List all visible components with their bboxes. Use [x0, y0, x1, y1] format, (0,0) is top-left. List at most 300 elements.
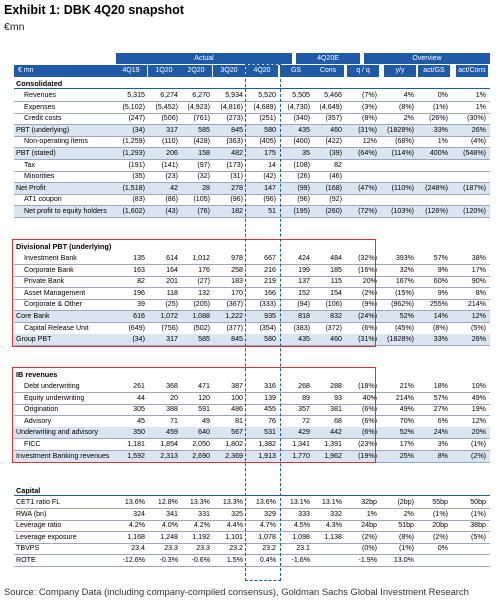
row-value-col-8: 70% — [399, 416, 414, 425]
header-col-9: act/GS — [418, 65, 450, 77]
row-value-col-10: 90% — [471, 277, 486, 286]
row-value-col-2: 331 — [198, 509, 210, 518]
header-col-8: y/y — [384, 65, 416, 77]
row-value-col-2: 13.3% — [189, 498, 210, 506]
table-row — [14, 160, 490, 172]
row-value-col-6: 154 — [330, 288, 342, 297]
row-value-col-4: (251) — [259, 114, 276, 123]
row-value-col-1: 12.8% — [157, 498, 178, 506]
row-value-col-4: (405) — [259, 137, 276, 146]
row-value-col-7: (8%) — [362, 114, 377, 123]
row-value-col-9: (248%) — [425, 183, 448, 192]
row-value-col-0: (1,602) — [122, 207, 145, 215]
row-value-col-4: 935 — [264, 312, 276, 320]
row-value-col-10: (30%) — [467, 114, 486, 123]
row-value-col-9: 24% — [433, 428, 448, 437]
row-value-col-4: 667 — [264, 254, 276, 262]
row-value-col-7: (72%) — [358, 207, 377, 215]
row-value-col-2: 1,088 — [192, 312, 210, 320]
row-value-col-10: 10% — [471, 382, 486, 390]
row-value-col-10: 17% — [471, 265, 486, 274]
row-value-col-10: 38% — [471, 254, 486, 262]
row-value-col-4: 1,078 — [258, 532, 276, 541]
row-value-col-0: 44 — [137, 393, 145, 402]
row-value-col-8: (2bp) — [397, 498, 414, 506]
row-value-col-7: (3%) — [362, 102, 377, 111]
row-value-col-0: (5,102) — [122, 102, 145, 111]
row-value-col-0: 350 — [133, 428, 145, 437]
row-value-col-2: (4,923) — [187, 102, 210, 111]
row-value-col-6: (92) — [329, 195, 342, 204]
row-label: AT1 coupon — [24, 195, 62, 204]
row-value-col-8: (1828%) — [387, 335, 414, 344]
row-value-col-5: 1,770 — [292, 451, 310, 460]
row-value-col-5: 89 — [302, 393, 310, 402]
row-value-col-4: 316 — [264, 382, 276, 390]
row-value-col-0: 82 — [137, 277, 145, 286]
row-value-col-0: 1,168 — [127, 532, 145, 541]
row-value-col-6: (372) — [325, 323, 342, 332]
row-value-col-2: 4.2% — [193, 521, 210, 530]
header-col-5: GS — [280, 65, 312, 77]
row-value-col-10: 26% — [471, 125, 486, 134]
row-value-col-9: (1%) — [433, 509, 448, 518]
row-value-col-6: 115 — [330, 277, 342, 286]
row-value-col-0: 135 — [133, 254, 145, 262]
row-value-col-9: 255% — [429, 300, 448, 309]
row-label: Investment Bank — [24, 254, 77, 262]
row-value-col-4: 14 — [268, 160, 276, 169]
row-value-col-7: (6%) — [362, 428, 377, 437]
row-value-col-2: 28 — [202, 183, 210, 192]
source-note: Source: Company Data (including company-compiled consensus), Goldman Sachs Global Investment Research — [4, 586, 469, 597]
row-value-col-5: (340) — [293, 114, 310, 123]
row-value-col-10: 50bp — [470, 498, 486, 506]
row-value-col-9: 8% — [437, 451, 448, 460]
row-value-col-7: (2%) — [362, 532, 377, 541]
row-value-col-6: 93 — [334, 393, 342, 402]
row-value-col-8: 25% — [399, 451, 414, 460]
row-label: Minorities — [24, 172, 55, 181]
row-value-col-4: 166 — [264, 288, 276, 297]
row-value-col-6: (422) — [325, 137, 342, 146]
row-label: ROTE — [16, 556, 36, 564]
row-value-col-6: 1,962 — [324, 451, 342, 460]
row-value-col-4: 51 — [268, 207, 276, 215]
row-value-col-1: 23.3 — [164, 544, 178, 553]
table-row — [14, 334, 490, 346]
row-value-col-3: 325 — [231, 509, 243, 518]
row-value-col-9: (126%) — [425, 207, 448, 215]
row-value-col-3: 23.2 — [229, 544, 243, 553]
exhibit-unit: €mn — [4, 21, 25, 33]
row-value-col-5: 1,098 — [292, 532, 310, 541]
row-value-col-10: (1%) — [471, 509, 486, 518]
row-value-col-8: (15%) — [395, 288, 414, 297]
row-label: PBT (stated) — [16, 149, 56, 157]
exhibit-title: Exhibit 1: DBK 4Q20 snapshot — [4, 3, 184, 17]
row-value-col-5: 435 — [298, 125, 310, 134]
row-value-col-0: 4.2% — [128, 521, 145, 530]
row-value-col-5: 152 — [298, 288, 310, 297]
row-value-col-9: (1%) — [433, 102, 448, 111]
row-value-col-10: 1% — [475, 102, 486, 111]
row-label: Expenses — [24, 102, 56, 111]
row-value-col-1: 1,072 — [160, 312, 178, 320]
row-value-col-6: (39) — [329, 149, 342, 157]
row-value-col-2: 1,192 — [192, 532, 210, 541]
row-value-col-3: 183 — [231, 277, 243, 286]
row-value-col-1: 614 — [166, 254, 178, 262]
row-value-col-10: 214% — [467, 300, 486, 309]
row-value-col-2: 23.3 — [196, 544, 210, 553]
row-value-col-10: (5%) — [471, 323, 486, 332]
row-label: Origination — [24, 405, 59, 414]
row-value-col-3: 13.3% — [222, 498, 243, 506]
row-value-col-8: 393% — [395, 254, 414, 262]
row-value-col-9: 14% — [433, 312, 448, 320]
row-value-col-10: (1%) — [471, 440, 486, 448]
row-value-col-2: 585 — [198, 125, 210, 134]
row-value-col-1: (110) — [161, 137, 178, 146]
row-value-col-1: 201 — [166, 277, 178, 286]
row-value-col-4: (96) — [263, 195, 276, 204]
row-value-col-5: 35 — [302, 149, 310, 157]
row-value-col-6: 460 — [330, 335, 342, 344]
row-value-col-7: (7%) — [362, 91, 377, 99]
row-value-col-10: (120%) — [463, 207, 486, 215]
row-value-col-9: (26%) — [429, 114, 448, 123]
header-col-3: 3Q20 — [213, 65, 245, 77]
row-value-col-4: 23.2 — [262, 544, 276, 553]
row-label: Advisory — [24, 416, 52, 425]
row-value-col-1: 20 — [170, 393, 178, 402]
table-row — [14, 404, 490, 416]
header-col-2: 2Q20 — [180, 65, 212, 77]
row-value-col-3: 1.5% — [226, 556, 243, 564]
row-value-col-9: 9% — [437, 265, 448, 274]
row-value-col-3: (4,816) — [220, 102, 243, 111]
table-row — [14, 439, 490, 451]
row-value-col-2: 585 — [198, 335, 210, 344]
header-col-6: Cons — [312, 65, 344, 77]
row-label: Core Bank — [16, 312, 50, 320]
table-row — [14, 427, 490, 439]
row-value-col-10: 1% — [475, 91, 486, 99]
row-value-col-8: 21% — [399, 382, 414, 390]
row-value-col-0: 39 — [137, 300, 145, 309]
row-value-col-0: 261 — [133, 382, 145, 390]
row-value-col-3: 278 — [231, 183, 243, 192]
row-value-col-6: 332 — [330, 509, 342, 518]
row-value-col-4: 76 — [268, 416, 276, 425]
row-label: Net profit to equity holders — [24, 207, 107, 215]
header-col-10: act/Cons — [456, 65, 488, 77]
header-col-4: 4Q20 — [246, 65, 278, 77]
row-value-col-2: 176 — [198, 265, 210, 274]
row-value-col-3: 2,369 — [225, 451, 243, 460]
row-value-col-7: 20% — [362, 277, 377, 286]
row-value-col-0: (191) — [128, 160, 145, 169]
row-value-col-10: (4%) — [471, 137, 486, 146]
row-value-col-3: 845 — [231, 125, 243, 134]
row-value-col-6: 5,466 — [324, 91, 342, 99]
table-row — [14, 102, 490, 114]
row-value-col-0: 305 — [133, 405, 145, 414]
row-value-col-7: 40% — [362, 393, 377, 402]
table-row — [14, 393, 490, 405]
row-value-col-9: 57% — [433, 393, 448, 402]
row-value-col-5: 1,341 — [292, 440, 310, 448]
row-label: FICC — [24, 440, 41, 448]
row-value-col-2: (97) — [197, 160, 210, 169]
row-value-col-7: (9%) — [362, 300, 377, 309]
row-value-col-9: (8%) — [433, 323, 448, 332]
row-value-col-8: (103%) — [391, 207, 414, 215]
row-value-col-3: 5,934 — [225, 91, 243, 99]
row-value-col-3: 1,802 — [225, 440, 243, 448]
row-value-col-9: 33% — [433, 125, 448, 134]
table-row — [14, 532, 490, 544]
row-value-col-4: 580 — [264, 125, 276, 134]
row-value-col-1: 6,274 — [160, 91, 178, 99]
row-value-col-3: (173) — [226, 160, 243, 169]
row-value-col-2: (27) — [197, 277, 210, 286]
row-value-col-8: (68%) — [395, 137, 414, 146]
row-value-col-5: 4.5% — [293, 521, 310, 530]
row-value-col-6: 1,138 — [324, 532, 342, 541]
table-row — [14, 113, 490, 125]
row-value-col-1: 459 — [166, 428, 178, 437]
row-value-col-3: (273) — [226, 114, 243, 123]
row-value-col-2: -0.6% — [191, 556, 210, 564]
row-value-col-4: 1,382 — [258, 440, 276, 448]
row-value-col-7: (6%) — [362, 323, 377, 332]
row-value-col-4: (333) — [259, 300, 276, 309]
row-value-col-7: (6%) — [362, 405, 377, 414]
row-value-col-8: 4% — [403, 91, 414, 99]
row-value-col-7: (32%) — [358, 254, 377, 262]
row-value-col-3: 387 — [231, 382, 243, 390]
row-value-col-7: (19%) — [358, 451, 377, 460]
row-value-col-10: 19% — [471, 405, 486, 414]
row-label: Net Profit — [16, 183, 46, 192]
row-value-col-3: 486 — [231, 405, 243, 414]
table-row — [14, 194, 490, 206]
row-value-col-7: (6%) — [362, 416, 377, 425]
row-value-col-6: (168) — [325, 183, 342, 192]
row-value-col-3: 482 — [231, 149, 243, 157]
row-label: TBVPS — [16, 544, 40, 553]
row-value-col-7: (47%) — [358, 183, 377, 192]
row-value-col-1: 368 — [166, 382, 178, 390]
row-value-col-4: 329 — [264, 509, 276, 518]
row-value-col-1: 164 — [166, 265, 178, 274]
row-value-col-9: 27% — [433, 405, 448, 414]
row-label: CET1 ratio FL — [16, 498, 61, 506]
row-value-col-7: (2%) — [362, 288, 377, 297]
row-value-col-5: 818 — [298, 312, 310, 320]
row-value-col-0: 5,315 — [127, 91, 145, 99]
row-value-col-0: 45 — [137, 416, 145, 425]
row-value-col-0: (34) — [132, 125, 145, 134]
table-row — [14, 311, 490, 323]
table-row — [14, 509, 490, 521]
row-value-col-8: (962%) — [391, 300, 414, 309]
row-value-col-6: 82 — [334, 160, 342, 169]
row-value-col-1: (43) — [165, 207, 178, 215]
row-value-col-0: 196 — [133, 288, 145, 297]
row-value-col-10: 20% — [471, 428, 486, 437]
row-value-col-4: 5,520 — [258, 91, 276, 99]
row-label: PBT (underlying) — [16, 125, 70, 134]
table-row — [14, 555, 490, 567]
row-label: Corporate Bank — [24, 265, 74, 274]
row-value-col-9: 55bp — [432, 498, 448, 506]
table-row — [14, 136, 490, 148]
row-value-col-4: (354) — [259, 323, 276, 332]
table-row — [14, 288, 490, 300]
row-value-col-1: 1,854 — [160, 440, 178, 448]
row-label: Capital Release Unit — [24, 323, 89, 332]
table-row — [14, 381, 490, 393]
row-value-col-8: 13.0% — [393, 556, 414, 564]
row-value-col-10: 49% — [471, 393, 486, 402]
row-value-col-1: 2,313 — [160, 451, 178, 460]
row-label: Underwriting and advisory — [16, 428, 99, 437]
row-value-col-8: 51bp — [398, 521, 414, 530]
row-value-col-10: 12% — [471, 312, 486, 320]
row-value-col-5: 435 — [298, 335, 310, 344]
row-value-col-9: 0% — [437, 544, 448, 553]
row-value-col-0: 616 — [133, 312, 145, 320]
row-value-col-3: 81 — [235, 416, 243, 425]
row-value-col-2: (76) — [197, 207, 210, 215]
row-value-col-2: 471 — [198, 382, 210, 390]
row-value-col-4: 216 — [264, 265, 276, 274]
section-title-2: IB revenues — [16, 370, 58, 379]
row-value-col-8: 32% — [399, 265, 414, 274]
row-value-col-8: (110%) — [391, 183, 414, 192]
row-value-col-7: (31%) — [358, 335, 377, 344]
row-value-col-8: 167% — [395, 277, 414, 286]
row-value-col-8: 49% — [399, 405, 414, 414]
row-value-col-6: 484 — [330, 254, 342, 262]
header-group-estimate: 4Q20E — [296, 53, 360, 64]
row-value-col-0: 1,592 — [127, 451, 145, 460]
row-value-col-9: 0% — [437, 91, 448, 99]
row-value-col-4: 455 — [264, 405, 276, 414]
row-value-col-9: 57% — [433, 254, 448, 262]
row-value-col-10: (187%) — [463, 183, 486, 192]
row-value-col-8: (8%) — [399, 532, 414, 541]
row-value-col-5: (108) — [293, 160, 310, 169]
section-title-3: Capital — [14, 485, 490, 496]
row-label: Tax — [24, 160, 36, 169]
row-value-col-1: (25) — [165, 300, 178, 309]
row-value-col-10: (2%) — [471, 451, 486, 460]
row-value-col-6: 442 — [330, 428, 342, 437]
row-value-col-2: 6,270 — [192, 91, 210, 99]
row-value-col-1: -0.3% — [159, 556, 178, 564]
row-value-col-4: 219 — [264, 277, 276, 286]
row-value-col-2: 132 — [198, 288, 210, 297]
table-row — [14, 543, 490, 555]
row-value-col-5: 137 — [298, 277, 310, 286]
row-value-col-4: 4.7% — [259, 521, 276, 530]
row-value-col-2: 2,690 — [192, 451, 210, 460]
row-value-col-8: 2% — [403, 509, 414, 518]
row-value-col-0: -12.6% — [122, 556, 145, 564]
row-value-col-5: 357 — [298, 405, 310, 414]
row-value-col-2: (105) — [193, 195, 210, 204]
row-label: Private Bank — [24, 277, 65, 286]
row-value-col-4: 13.6% — [255, 498, 276, 506]
table-row — [14, 520, 490, 532]
row-value-col-6: (4,649) — [319, 102, 342, 111]
row-value-col-0: (1,293) — [122, 149, 145, 157]
row-value-col-9: 9% — [437, 288, 448, 297]
row-value-col-9: 60% — [433, 277, 448, 286]
row-label: Leverage ratio — [16, 521, 62, 530]
row-value-col-1: 118 — [166, 288, 178, 297]
row-value-col-0: (35) — [132, 172, 145, 181]
row-value-col-2: 158 — [198, 149, 210, 157]
row-value-col-3: 170 — [231, 288, 243, 297]
row-value-col-2: (761) — [193, 114, 210, 123]
row-value-col-2: 120 — [198, 393, 210, 402]
row-value-col-4: (42) — [263, 172, 276, 181]
header-col-7: q / q — [347, 65, 379, 77]
row-value-col-8: (114%) — [391, 149, 414, 157]
row-value-col-7: (64%) — [358, 149, 377, 157]
row-value-col-8: 214% — [395, 393, 414, 402]
row-value-col-0: (1,259) — [122, 137, 145, 146]
row-value-col-1: (141) — [161, 160, 178, 169]
row-value-col-1: 388 — [166, 405, 178, 414]
row-value-col-2: 49 — [202, 416, 210, 425]
row-value-col-4: 147 — [264, 183, 276, 192]
row-value-col-2: 591 — [198, 405, 210, 414]
row-value-col-1: 42 — [170, 183, 178, 192]
row-value-col-1: 317 — [166, 335, 178, 344]
row-value-col-6: 832 — [330, 312, 342, 320]
row-label: Leverage exposure — [16, 532, 77, 541]
table-row — [14, 183, 490, 195]
row-value-col-5: 333 — [298, 509, 310, 518]
row-value-col-6: 4.3% — [325, 521, 342, 530]
row-value-col-4: (4,689) — [253, 102, 276, 111]
row-value-col-0: 163 — [133, 265, 145, 274]
row-value-col-0: (83) — [132, 195, 145, 204]
table-row — [14, 323, 490, 335]
row-value-col-3: 845 — [231, 335, 243, 344]
row-value-col-9: 20bp — [432, 521, 448, 530]
row-label: Credit costs — [24, 114, 62, 123]
row-label: Revenues — [24, 91, 56, 99]
row-value-col-1: (506) — [161, 114, 178, 123]
table-row — [14, 416, 490, 428]
row-value-col-8: (1828%) — [387, 125, 414, 134]
row-value-col-9: (2%) — [433, 532, 448, 541]
row-value-col-3: (363) — [226, 137, 243, 146]
row-value-col-5: -1.6% — [291, 556, 310, 564]
row-value-col-2: 2,050 — [192, 440, 210, 448]
row-value-col-5: 424 — [298, 254, 310, 262]
row-value-col-3: 567 — [231, 428, 243, 437]
row-value-col-8: 2% — [403, 114, 414, 123]
row-value-col-0: (649) — [128, 323, 145, 332]
